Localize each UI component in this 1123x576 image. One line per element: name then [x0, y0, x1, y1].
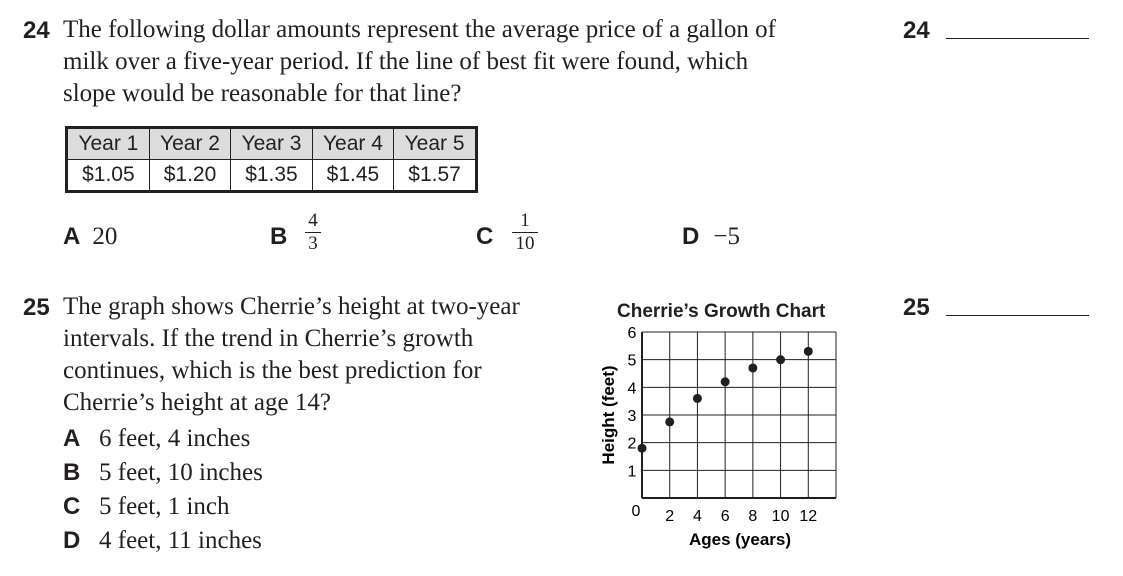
- data-point: [776, 355, 785, 364]
- table-header-cell: Year 4: [312, 128, 393, 160]
- y-tick-label: 6: [627, 325, 637, 342]
- chart-ticks: [628, 325, 818, 525]
- table-header-row: [67, 128, 477, 160]
- answer-25-blank[interactable]: [946, 315, 1089, 316]
- option-text: −5: [713, 223, 740, 250]
- chart-grid: [642, 332, 836, 498]
- table-cell: $1.35: [231, 160, 312, 192]
- question-24-line-3: slope would be reasonable for that line?: [63, 80, 462, 107]
- question-25-line-2: intervals. If the trend in Cherrie’s growth: [63, 325, 474, 352]
- fraction-denominator: 3: [308, 233, 318, 254]
- table-cell: $1.20: [149, 160, 230, 192]
- question-24-line-1: The following dollar amounts represent the average price of a gallon of: [63, 16, 776, 43]
- x-tick-label: 12: [799, 508, 818, 525]
- option-25-b[interactable]: [63, 459, 263, 493]
- option-text: 20: [92, 223, 118, 250]
- option-letter: B: [63, 459, 81, 486]
- chart-title: Cherrie’s Growth Chart: [617, 301, 826, 322]
- question-25-options: [63, 425, 263, 561]
- option-letter: C: [63, 493, 81, 520]
- data-point: [721, 377, 730, 386]
- question-25-text: [63, 291, 520, 419]
- option-letter: C: [476, 223, 494, 250]
- x-tick-label: 2: [665, 508, 675, 525]
- answer-24-label: 24: [903, 17, 930, 44]
- answer-24-blank[interactable]: [946, 38, 1089, 39]
- x-tick-label: 6: [720, 508, 730, 525]
- y-tick-label: 4: [627, 380, 637, 398]
- milk-price-table: [65, 126, 478, 193]
- table-header-cell: Year 5: [394, 128, 477, 160]
- table-cell: $1.57: [394, 160, 477, 192]
- fraction-numerator: 1: [520, 210, 530, 231]
- table-header-cell: Year 2: [149, 128, 230, 160]
- table-row: [67, 160, 477, 192]
- option-text: 6 feet, 4 inches: [99, 425, 251, 452]
- table-cell: $1.45: [312, 160, 393, 192]
- question-24-number: 24: [23, 17, 50, 44]
- option-letter: A: [63, 223, 81, 250]
- data-point: [804, 347, 813, 356]
- y-tick-label: 1: [627, 463, 637, 481]
- option-letter: A: [63, 425, 81, 452]
- option-24-c[interactable]: [476, 223, 493, 251]
- fraction-numerator: 4: [308, 210, 318, 231]
- option-text: 5 feet, 1 inch: [99, 493, 230, 520]
- question-25-number: 25: [23, 294, 50, 321]
- y-tick-label: 5: [627, 352, 637, 370]
- x-tick-label: 4: [692, 508, 702, 525]
- question-25-line-3: continues, which is the best prediction for: [63, 357, 482, 384]
- option-24-b[interactable]: [270, 223, 287, 251]
- question-24-line-2: milk over a five-year period. If the line of best fit were found, which: [63, 48, 749, 75]
- option-24-a[interactable]: [63, 223, 117, 251]
- data-point: [638, 444, 647, 453]
- y-tick-label: 3: [627, 408, 637, 425]
- x-axis-label: Ages (years): [688, 530, 792, 549]
- answer-25: [903, 294, 930, 322]
- option-24-c-fraction: [512, 211, 538, 254]
- question-25-line-1: The graph shows Cherrie’s height at two-year: [63, 293, 520, 320]
- question-25-line-4: Cherrie’s height at age 14?: [63, 389, 331, 416]
- y-tick-label: 2: [627, 435, 637, 453]
- x-tick-label: 8: [748, 508, 758, 525]
- question-24-text: [63, 14, 776, 110]
- option-24-d[interactable]: [682, 223, 740, 251]
- option-25-a[interactable]: [63, 425, 263, 459]
- option-letter: D: [682, 223, 700, 250]
- option-25-c[interactable]: [63, 493, 263, 527]
- option-letter: B: [270, 223, 288, 250]
- fraction-denominator: 10: [515, 233, 535, 254]
- data-point: [665, 417, 674, 426]
- data-point: [748, 363, 757, 372]
- option-24-b-fraction: [305, 211, 321, 254]
- answer-24: [903, 17, 930, 45]
- option-text: 5 feet, 10 inches: [99, 459, 263, 486]
- table-header-cell: Year 1: [67, 128, 150, 160]
- data-point: [693, 394, 702, 403]
- answer-25-label: 25: [903, 294, 930, 321]
- x-tick-label: 10: [771, 508, 790, 525]
- table-cell: $1.05: [67, 160, 150, 192]
- growth-chart: [590, 320, 850, 550]
- option-letter: D: [63, 527, 81, 554]
- table-header-cell: Year 3: [231, 128, 312, 160]
- option-text: 4 feet, 11 inches: [99, 527, 262, 554]
- origin-label: 0: [631, 503, 641, 520]
- option-25-d[interactable]: [63, 527, 263, 561]
- y-axis-label: Height (feet): [599, 365, 618, 465]
